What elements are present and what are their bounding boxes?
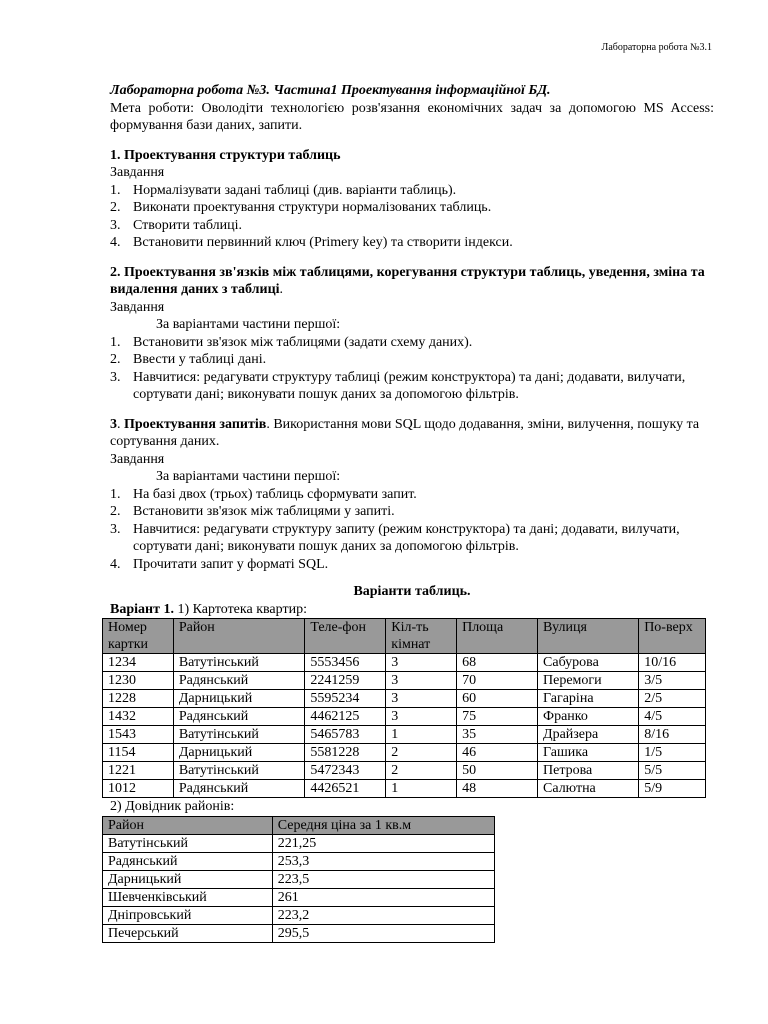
table-cell: 2: [386, 762, 457, 780]
section2-heading-text: 2. Проектування зв'язків між таблицями, корегування структури таблиць, уведення, зміна та видалення даних з таблиці: [110, 264, 705, 297]
table-cell: 1012: [103, 780, 174, 798]
column-header: Площа: [457, 619, 538, 654]
apartments-table: [102, 618, 706, 798]
list-text: Встановити первинний ключ (Primery key) та створити індекси.: [133, 235, 513, 250]
table-cell: Драйзера: [538, 726, 639, 744]
list-number: 2.: [110, 200, 121, 215]
list-text: Нормалізувати задані таблиці (див. варіанти таблиць).: [133, 182, 457, 198]
list-number: 4.: [110, 235, 121, 250]
column-header: Середня ціна за 1 кв.м: [272, 816, 494, 834]
table-cell: Радянський: [173, 708, 305, 726]
table-row: [103, 726, 706, 744]
table-cell: 1228: [103, 690, 174, 708]
list-text: Створити таблиці.: [133, 217, 243, 233]
list-item: [110, 351, 714, 369]
table-cell: 4426521: [305, 780, 386, 798]
table-cell: Гашика: [538, 744, 639, 762]
list-text: Прочитати запит у форматі SQL.: [133, 556, 329, 572]
variant1-caption: [110, 601, 714, 619]
section1-task-label: Завдання: [110, 165, 165, 180]
table-cell: 1543: [103, 726, 174, 744]
table-cell: Радянський: [173, 672, 305, 690]
table-cell: Ватутінський: [103, 834, 273, 852]
table-cell: Ватутінський: [173, 762, 305, 780]
table-cell: Ватутінський: [173, 726, 305, 744]
list-item: [110, 234, 714, 252]
table-cell: 4462125: [305, 708, 386, 726]
table-cell: Дарницький: [173, 690, 305, 708]
goal-paragraph: Мета роботи: Оволодіти технологією розв'язання економічних задач за допомогою MS Access: формування бази даних, запити.: [110, 100, 714, 133]
list-number: 4.: [110, 556, 121, 572]
table-cell: Дарницький: [103, 870, 273, 888]
list-text: Навчитися: редагувати структуру таблиці (режим конструктора) та дані; додавати, вилучати, сортувати дані; виконувати пошук даних за допомогою фільтрів.: [133, 369, 686, 402]
table-cell: 221,25: [272, 834, 494, 852]
list-text: Ввести у таблиці дані.: [133, 352, 267, 367]
districts-table: [102, 816, 495, 943]
list-number: 3.: [110, 521, 121, 537]
table-row: [103, 906, 495, 924]
table2-caption: 2) Довідник районів:: [110, 799, 235, 814]
table-cell: Ватутінський: [173, 654, 305, 672]
table-cell: 2: [386, 744, 457, 762]
section2-intro: За варіантами частини першої:: [156, 317, 341, 332]
section3-heading: [110, 416, 714, 451]
table-row: [103, 654, 706, 672]
table-cell: Дніпровський: [103, 906, 273, 924]
table-cell: Радянський: [103, 852, 273, 870]
table-cell: 1230: [103, 672, 174, 690]
variants-title: Варіанти таблиць.: [353, 584, 471, 599]
table-cell: 8/16: [639, 726, 706, 744]
table-cell: Франко: [538, 708, 639, 726]
table-cell: 5595234: [305, 690, 386, 708]
list-number: 2.: [110, 352, 121, 367]
table-cell: 1/5: [639, 744, 706, 762]
variant1-caption-text: 1) Картотека квартир:: [173, 601, 307, 617]
table-cell: Гагаріна: [538, 690, 639, 708]
table-cell: Петрова: [538, 762, 639, 780]
table-cell: 46: [457, 744, 538, 762]
section3-intro: За варіантами частини першої:: [156, 469, 341, 484]
table-cell: 70: [457, 672, 538, 690]
list-item: [110, 182, 714, 200]
table-cell: 75: [457, 708, 538, 726]
table-row: [103, 762, 706, 780]
table-cell: Шевченківський: [103, 888, 273, 906]
table-cell: 1234: [103, 654, 174, 672]
section2-list: [110, 334, 714, 404]
list-item: [110, 334, 714, 352]
table-cell: 5/5: [639, 762, 706, 780]
table-row: [103, 852, 495, 870]
list-item: [110, 199, 714, 217]
table-cell: 3: [386, 654, 457, 672]
table-cell: 68: [457, 654, 538, 672]
table-cell: 1432: [103, 708, 174, 726]
list-item: [110, 369, 714, 404]
table-row: [103, 744, 706, 762]
table-cell: 10/16: [639, 654, 706, 672]
table-row: [103, 888, 495, 906]
column-header: По-верх: [639, 619, 706, 654]
table-row: [103, 870, 495, 888]
column-header: Кіл-ть кімнат: [386, 619, 457, 654]
list-number: 1.: [110, 334, 121, 350]
table-cell: 1: [386, 780, 457, 798]
table-cell: Радянський: [173, 780, 305, 798]
list-text: Навчитися: редагувати структуру запиту (режим конструктора) та дані; додавати, вилучати, сортувати дані; виконувати пошук даних за допомогою фільтрів.: [133, 521, 680, 554]
table-cell: 5472343: [305, 762, 386, 780]
table-header-row: [103, 816, 495, 834]
table-cell: 261: [272, 888, 494, 906]
column-header: Номер картки: [103, 619, 174, 654]
section3-heading-rest: . Використання мови SQL щодо додавання, зміни, вилучення, пошуку та сортування даних.: [110, 416, 700, 449]
list-text: Встановити зв'язок між таблицями (задати схему даних).: [133, 334, 473, 350]
section3-heading-dot: .: [117, 416, 124, 432]
table-cell: 295,5: [272, 924, 494, 942]
document-title: Лабораторна робота №3. Частина1 Проектування інформаційної БД.: [110, 83, 551, 98]
table-row: [103, 690, 706, 708]
column-header: Район: [173, 619, 305, 654]
section3-list: [110, 486, 714, 574]
table-cell: 5/9: [639, 780, 706, 798]
list-item: [110, 217, 714, 235]
list-item: [110, 521, 714, 556]
table-cell: 3/5: [639, 672, 706, 690]
list-text: Встановити зв'язок між таблицями у запиті.: [133, 504, 395, 519]
list-text: На базі двох (трьох) таблиць сформувати запит.: [133, 486, 417, 502]
table-row: [103, 672, 706, 690]
list-number: 3.: [110, 217, 121, 233]
table-cell: Сабурова: [538, 654, 639, 672]
column-header: Теле-фон: [305, 619, 386, 654]
section1-list: [110, 182, 714, 252]
table-cell: 5553456: [305, 654, 386, 672]
table-cell: 4/5: [639, 708, 706, 726]
table-cell: 5465783: [305, 726, 386, 744]
table-row: [103, 708, 706, 726]
variant1-label: Варіант 1.: [110, 601, 174, 617]
list-number: 3.: [110, 369, 121, 385]
list-number: 2.: [110, 504, 121, 519]
table-cell: Перемоги: [538, 672, 639, 690]
list-number: 1.: [110, 182, 121, 198]
page-header: Лабораторна робота №3.1: [601, 42, 712, 53]
table-row: [103, 924, 495, 942]
table-cell: 1154: [103, 744, 174, 762]
section2-heading-tail: .: [279, 282, 284, 297]
table-cell: 2/5: [639, 690, 706, 708]
table-cell: 223,2: [272, 906, 494, 924]
list-text: Виконати проектування структури нормалізованих таблиць.: [133, 200, 492, 215]
section3-task-label: Завдання: [110, 451, 165, 467]
section3-heading-num: 3: [110, 416, 117, 432]
table-cell: 1: [386, 726, 457, 744]
table-row: [103, 834, 495, 852]
table-cell: 50: [457, 762, 538, 780]
column-header: Вулиця: [538, 619, 639, 654]
table-cell: Салютна: [538, 780, 639, 798]
table-cell: 223,5: [272, 870, 494, 888]
section3-heading-text: Проектування запитів: [124, 416, 267, 432]
table-cell: 60: [457, 690, 538, 708]
column-header: Район: [103, 816, 273, 834]
table-cell: 35: [457, 726, 538, 744]
list-item: [110, 556, 714, 574]
table-cell: Дарницький: [173, 744, 305, 762]
section2-heading: [110, 264, 714, 299]
table-cell: 5581228: [305, 744, 386, 762]
table-row: [103, 780, 706, 798]
table-header-row: [103, 619, 706, 654]
table-cell: 1221: [103, 762, 174, 780]
table-cell: Печерський: [103, 924, 273, 942]
document-body: [110, 82, 714, 943]
list-number: 1.: [110, 486, 121, 502]
table-cell: 253,3: [272, 852, 494, 870]
table-cell: 2241259: [305, 672, 386, 690]
section1-heading: 1. Проектування структури таблиць: [110, 147, 341, 163]
table-cell: 48: [457, 780, 538, 798]
list-item: [110, 486, 714, 504]
section2-task-label: Завдання: [110, 299, 165, 315]
table-cell: 3: [386, 708, 457, 726]
table-cell: 3: [386, 672, 457, 690]
list-item: [110, 503, 714, 521]
table-cell: 3: [386, 690, 457, 708]
